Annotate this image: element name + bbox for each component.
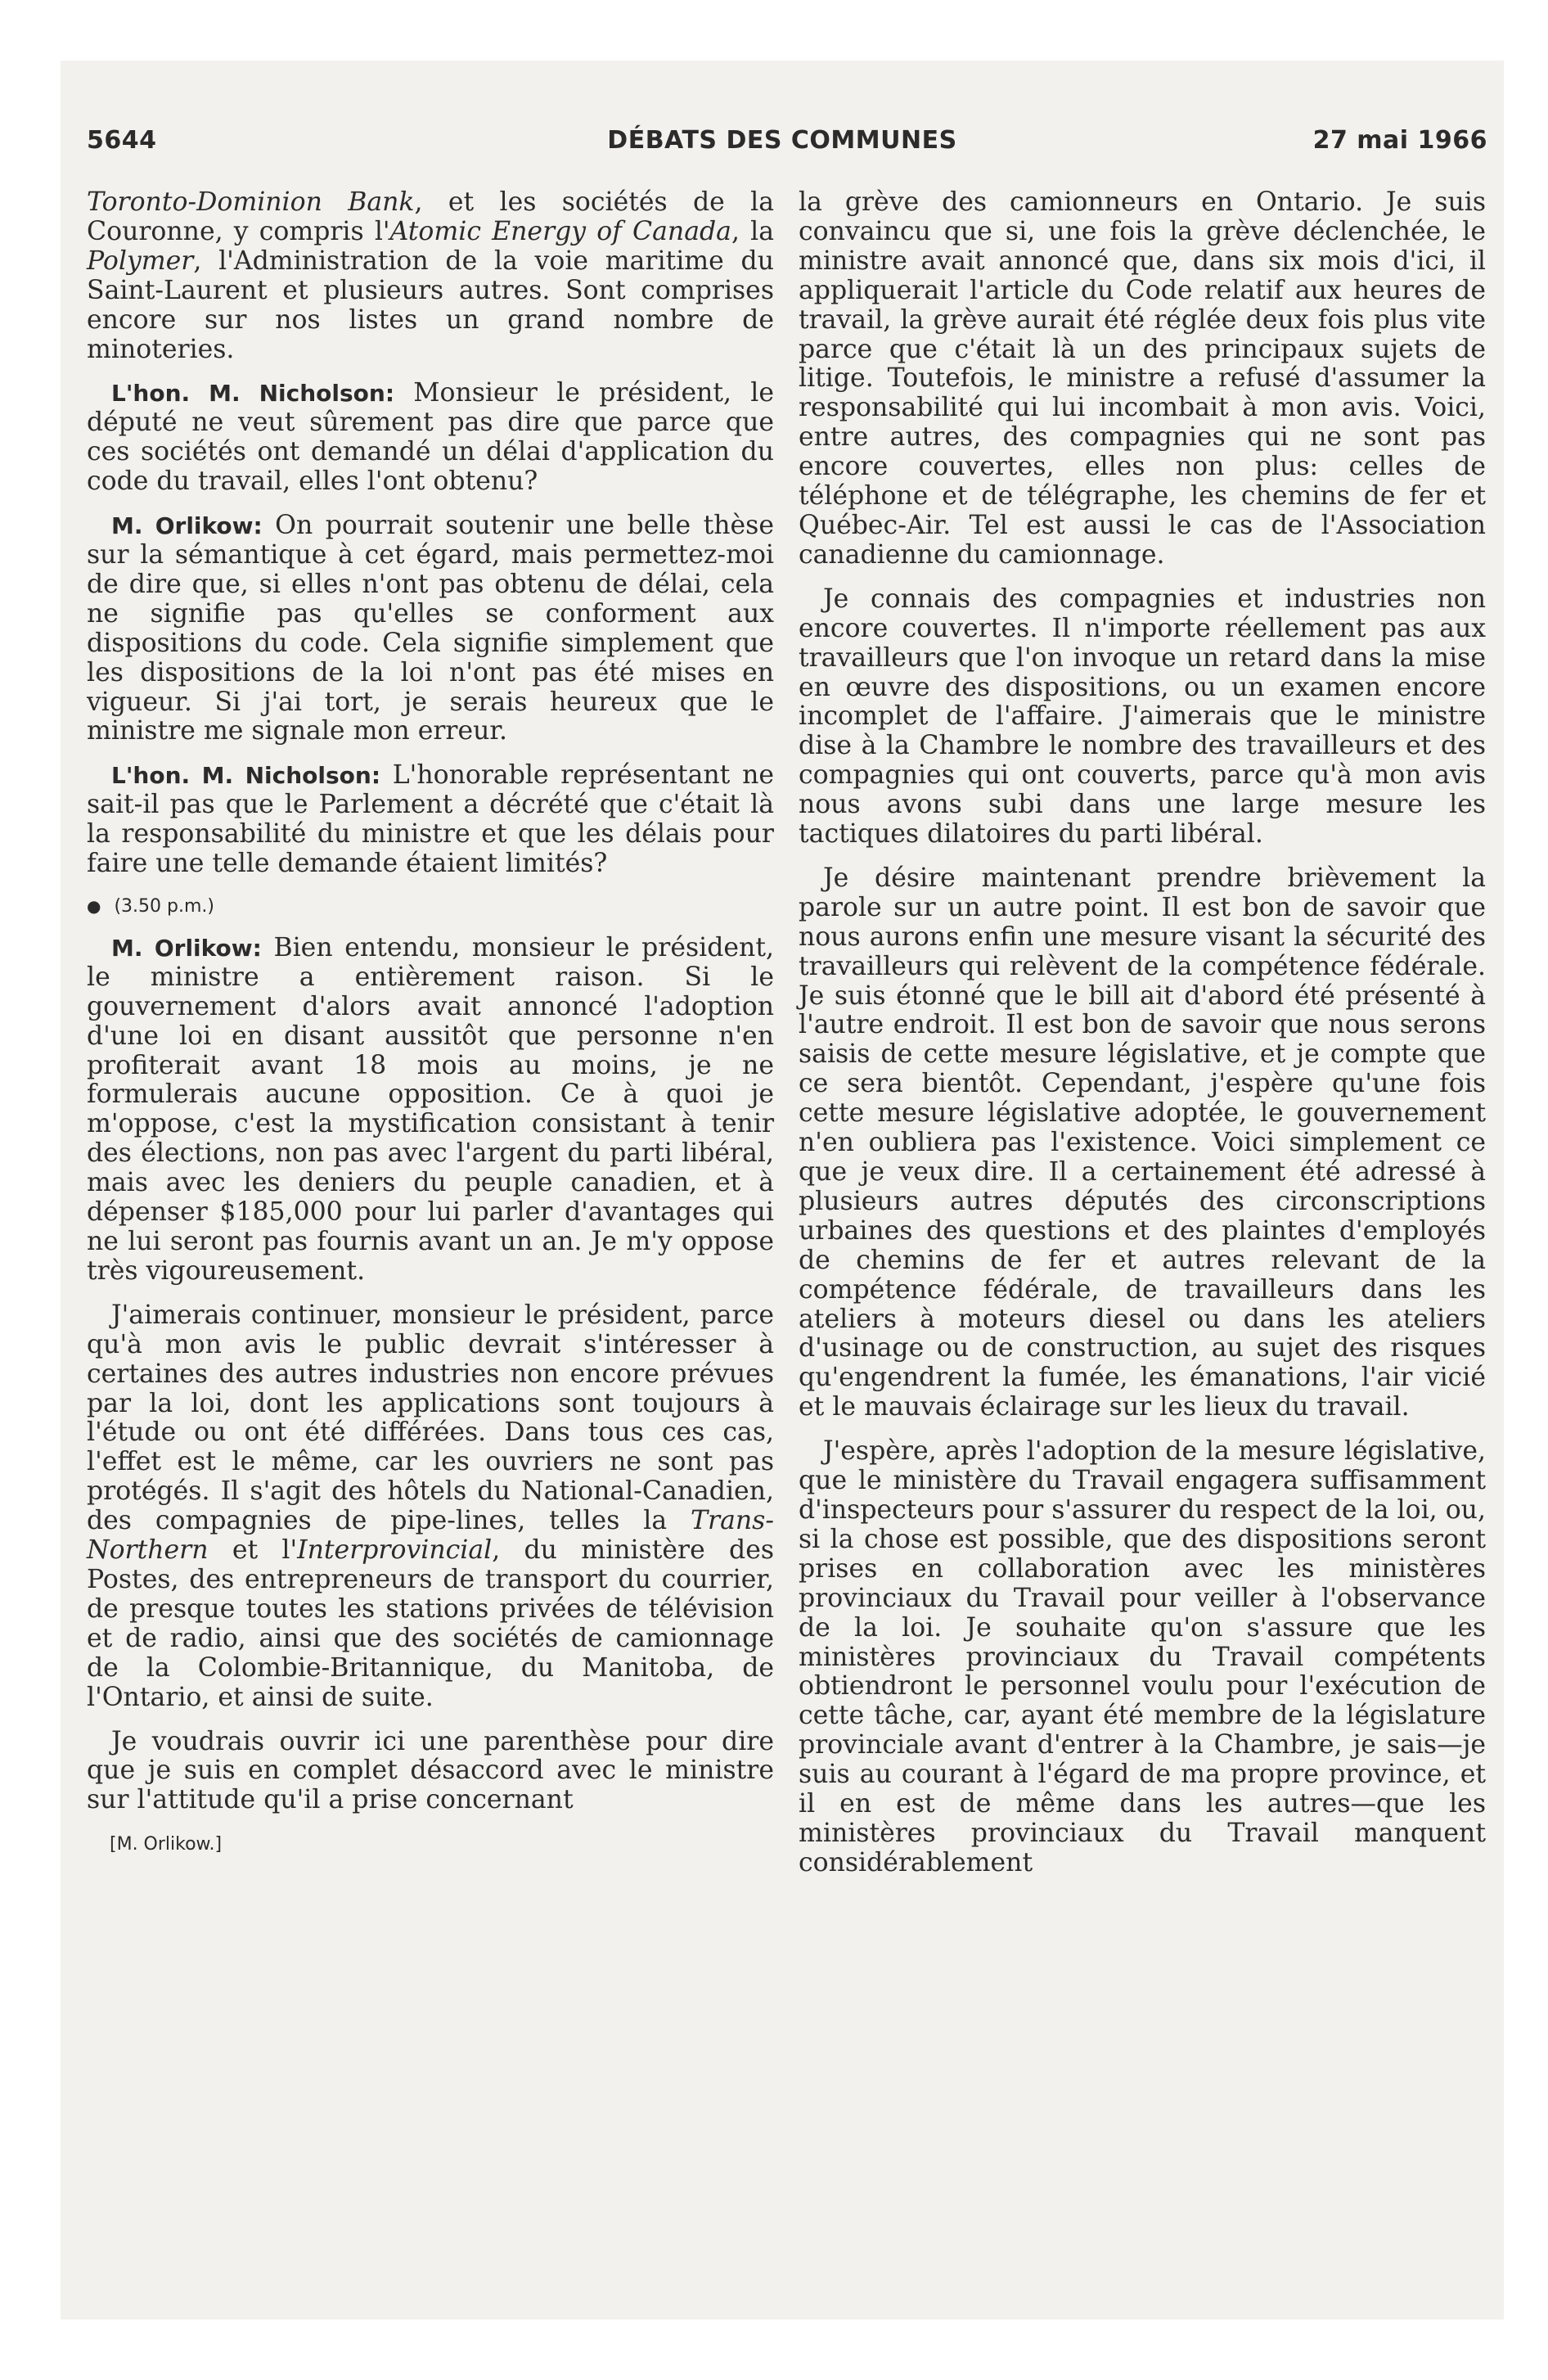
speaker-name: M. Orlikow: [111, 512, 263, 540]
paragraph-continuation [87, 188, 774, 364]
paragraph [87, 1301, 774, 1713]
speech-text: L'honorable représentant ne sait-il pas que le Parlement a décrété que c'était là la responsabilité du ministre et que les délais pour faire une telle demande étaient limités? [87, 760, 774, 879]
paragraph: J'espère, après l'adoption de la mesure législative, que le ministère du Travail engagera suffisamment d'inspecteurs pour s'assurer du respect de la loi, ou, si la chose est possible, que des dispositions seront prises en collaboration avec les ministères provinciaux du Travail pour veiller à l'observance de la loi. Je souhaite qu'on s'assure que les ministères provinciaux du Travail compétents obtiendront le personnel voulu pour l'exécution de cette tâche, car, ayant été membre de la législature provinciale avant d'entrer à la Chambre, je sais—je suis au courant à l'égard de ma propre province, et il en est de même dans les autres—que les ministères provinciaux du Travail manquent considérablement [799, 1436, 1486, 1877]
paragraph-text: , la [731, 216, 774, 246]
page-number: 5644 [87, 126, 157, 155]
speaker-name: L'hon. M. Nicholson: [111, 762, 381, 790]
italic-name: Atomic Energy of Canada [389, 216, 731, 246]
italic-name: Interprovincial [297, 1535, 493, 1566]
speech-text: Bien entendu, monsieur le président, le ministre a entièrement raison. Si le gouvernement d'alors avait annoncé l'adoption d'une loi en disant aussitôt que personne n'en profiterait avant 18 mois au moins, je ne formulerais aucune opposition. Ce à quoi je m'oppose, c'est la mystification consistant à tenir des élections, non pas avec l'argent du parti libéral, mais avec les deniers du peuple canadien, et à dépenser $185,000 pour lui parler d'avantages qui ne lui seront pas fournis avant un an. Je m'y oppose très vigoureusement. [87, 932, 774, 1286]
paragraph: Je désire maintenant prendre brièvement la parole sur un autre point. Il est bon de savoir que nous aurons enfin une mesure visant la sécurité des travailleurs qui relèvent de la compétence fédérale. Je suis étonné que le bill ait d'abord été présenté à l'autre endroit. Il est bon de savoir que nous serons saisis de cette mesure législative, et je compte que ce sera bientôt. Cependant, j'espère qu'une fois cette mesure législative adoptée, le gouvernement n'en oubliera pas l'existence. Voici simplement ce que je veux dire. Il a certainement été adressé à plusieurs autres députés des circonscriptions urbaines des questions et des plaintes d'employés de chemins de fer et autres relevant de la compétence fédérale, de travailleurs dans les ateliers à moteurs diesel ou dans les ateliers d'usinage ou de construction, au sujet des risques qu'engendrent la fumée, les émanations, l'air vicié et le mauvais éclairage sur les lieux du travail. [799, 863, 1486, 1422]
speech-text: Monsieur le président, le député ne veut sûrement pas dire que parce que ces sociétés ont demandé un délai d'application du code du travail, elles l'ont obtenu? [87, 378, 774, 497]
italic-name: Polymer [87, 246, 194, 276]
page-date: 27 mai 1966 [1312, 126, 1487, 155]
speaker-name: L'hon. M. Nicholson: [111, 380, 395, 408]
paragraph: Je voudrais ouvrir ici une parenthèse pour dire que je suis en complet désaccord avec le ministre sur l'attitude qu'il a prise concernant [87, 1726, 774, 1815]
scanned-page [61, 61, 1504, 2319]
paragraph-text: et l' [208, 1535, 298, 1566]
paragraph-text: , et les sociétés de la Couronne, y compris l' [87, 187, 775, 246]
page-content [61, 61, 1504, 2319]
speech-paragraph [87, 379, 774, 497]
speech-text: On pourrait soutenir une belle thèse sur la sémantique à cet égard, mais permettez-moi de dire que, si elles n'ont pas obtenu de délai, cela ne signifie pas qu'elles se conforment aux dispositions du code. Cela signifie simplement que les dispositions de la loi n'ont pas été mises en vigueur. Si j'ai tort, je serais heureux que le ministre me signale mon erreur. [87, 511, 774, 746]
time-stamp: (3.50 p.m.) [114, 895, 214, 917]
running-title: DÉBATS DES COMMUNES [607, 126, 957, 155]
speech-paragraph [87, 512, 774, 746]
italic-name: Trans-Northern [87, 1506, 774, 1566]
paragraph-text: J'aimerais continuer, monsieur le président, parce qu'à mon avis le public devrait s'intéresser à certaines des autres industries non encore prévues par la loi, dont les applications sont toujours à l'étude ou ont été différées. Dans tous ces cas, l'effet est le même, car les ouvriers ne sont pas protégés. Il s'agit des hôtels du National-Canadien, des compagnies de pipe-lines, telles la [87, 1300, 774, 1536]
italic-name: Toronto-Dominion Bank [87, 187, 415, 217]
speech-paragraph [87, 761, 774, 879]
paragraph-text: , l'Administration de la voie maritime du Saint-Laurent et plusieurs autres. Sont comprises encore sur nos listes un grand nombre de minoteries. [87, 246, 774, 364]
speaker-name: M. Orlikow: [111, 934, 262, 962]
speech-paragraph [87, 934, 774, 1287]
speaker-attribution: [M. Orlikow.] [110, 1834, 223, 1855]
right-column [799, 188, 1486, 1878]
paragraph-text: , du ministère des Postes, des entrepreneurs de transport du courrier, de presque toutes les stations privées de télévision et de radio, ainsi que des sociétés de camionnage de la Colombie-Britannique, du Manitoba, de l'Ontario, et ainsi de suite. [87, 1535, 774, 1712]
paragraph-continuation: la grève des camionneurs en Ontario. Je suis convaincu que si, une fois la grève déclenchée, le ministre avait annoncé que, dans six mois d'ici, il appliquerait l'article du Code relatif aux heures de travail, la grève aurait été réglée deux fois plus vite parce que c'était là un des principaux sujets de litige. Toutefois, le ministre a refusé d'assumer la responsabilité qui lui incombait à mon avis. Voici, entre autres, des compagnies qui ne sont pas encore couvertes, elles non plus: celles de téléphone et de télégraphe, les chemins de fer et Québec-Air. Tel est aussi le cas de l'Association canadienne du camionnage. [799, 187, 1486, 570]
paragraph: Je connais des compagnies et industries non encore couvertes. Il n'importe réellement pas aux travailleurs que l'on invoque un retard dans la mise en œuvre des dispositions, ou un examen encore incomplet de l'affaire. J'aimerais que le ministre dise à la Chambre le nombre des travailleurs et des compagnies qui ont couverts, parce qu'à mon avis nous avons subi dans une large mesure les tactiques dilatoires du parti libéral. [799, 584, 1486, 850]
time-stamp-line [87, 894, 774, 919]
bullet-icon: ● [87, 895, 101, 916]
left-column [87, 188, 774, 1859]
